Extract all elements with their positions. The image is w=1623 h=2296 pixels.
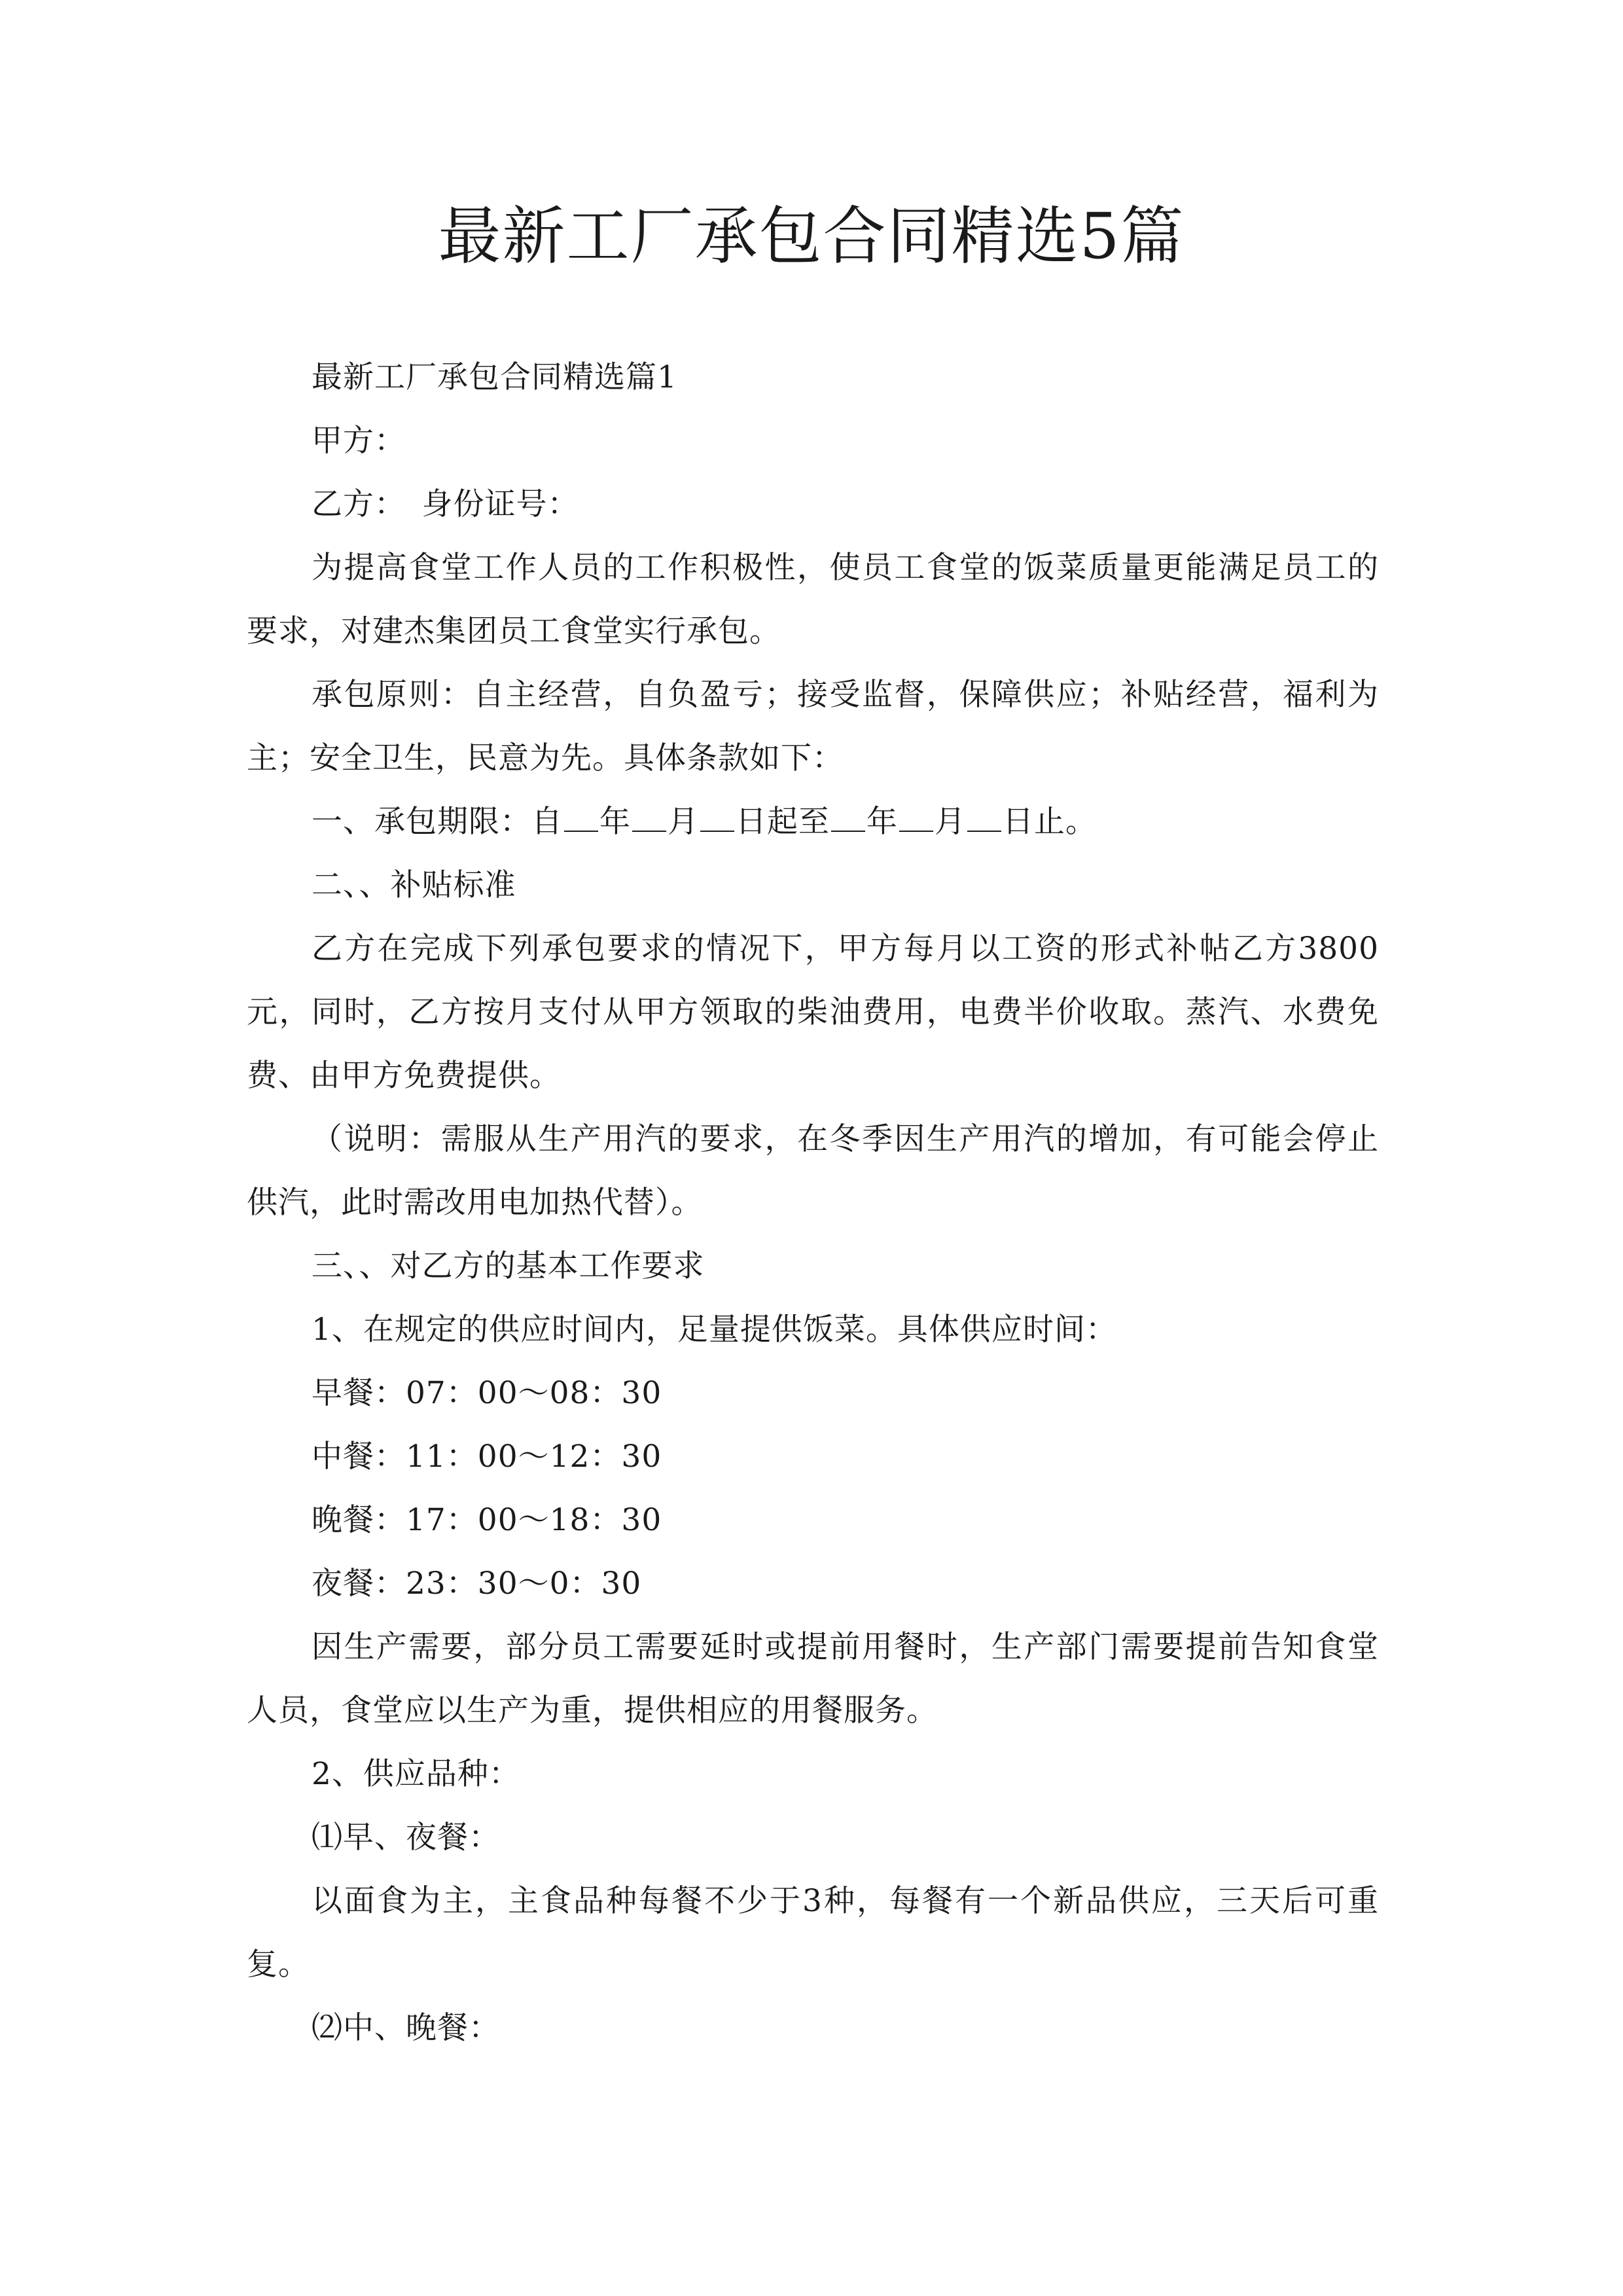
term-month-1: 月 — [668, 804, 699, 840]
term-prefix: 一、承包期限：自 — [312, 804, 563, 840]
section-heading: 最新工厂承包合同精选篇1 — [312, 359, 677, 395]
term-day-1: 日起至 — [736, 804, 830, 840]
meal-time-breakfast: 早餐：07：00～08：30 — [312, 1375, 662, 1411]
term-day-2: 日止。 — [1003, 804, 1097, 840]
principles-paragraph: 承包原则：自主经营，自负盈亏；接受监督，保障供应；补贴经营，福利为主；安全卫生，民意为先。具体条款如下： — [247, 677, 1379, 776]
requirements-heading: 三、、对乙方的基本工作要求 — [312, 1248, 705, 1284]
term-year-1: 年 — [599, 804, 631, 840]
item-1-heading: ⑴早、夜餐： — [312, 1820, 500, 1856]
document-title: 最新工厂承包合同精选5篇 — [438, 200, 1185, 273]
meal-time-lunch: 中餐：11：00～12：30 — [312, 1439, 662, 1475]
meal-time-night: 夜餐：23：30～0：30 — [312, 1566, 642, 1602]
term-year-2: 年 — [866, 804, 898, 840]
blank-line — [899, 802, 933, 832]
blank-line — [700, 802, 734, 832]
party-b-line: 乙方： 身份证号： — [312, 486, 579, 522]
blank-line — [632, 802, 666, 832]
term-month-2: 月 — [935, 804, 966, 840]
requirement-2: 2、供应品种： — [312, 1756, 520, 1792]
adjust-paragraph: 因生产需要，部分员工需要延时或提前用餐时，生产部门需要提前告知食堂人员，食堂应以生产为重，提供相应的用餐服务。 — [247, 1629, 1379, 1729]
document-body — [247, 346, 1379, 2060]
party-a-line: 甲方： — [312, 423, 406, 459]
intro-paragraph: 为提高食堂工作人员的工作积极性，使员工食堂的饭菜质量更能满足员工的要求，对建杰集团员工食堂实行承包。 — [247, 550, 1379, 649]
item-1-paragraph: 以面食为主，主食品种每餐不少于3种，每餐有一个新品供应，三天后可重复。 — [247, 1883, 1379, 1982]
subsidy-heading: 二、、补贴标准 — [312, 867, 516, 903]
blank-line — [564, 802, 598, 832]
term-line — [247, 790, 1379, 853]
blank-line — [967, 802, 1001, 832]
item-2-heading: ⑵中、晚餐： — [312, 2010, 500, 2046]
note-paragraph: （说明：需服从生产用汽的要求，在冬季因生产用汽的增加，有可能会停止供汽，此时需改用电加热代替）。 — [247, 1121, 1379, 1221]
requirement-1: 1、在规定的供应时间内，足量提供饭菜。具体供应时间： — [312, 1312, 1117, 1348]
blank-line — [831, 802, 865, 832]
subsidy-paragraph: 乙方在完成下列承包要求的情况下，甲方每月以工资的形式补帖乙方3800元，同时，乙方按月支付从甲方领取的柴油费用，电费半价收取。蒸汽、水费免费、由甲方免费提供。 — [247, 931, 1379, 1094]
meal-time-dinner: 晚餐：17：00～18：30 — [312, 1502, 662, 1538]
